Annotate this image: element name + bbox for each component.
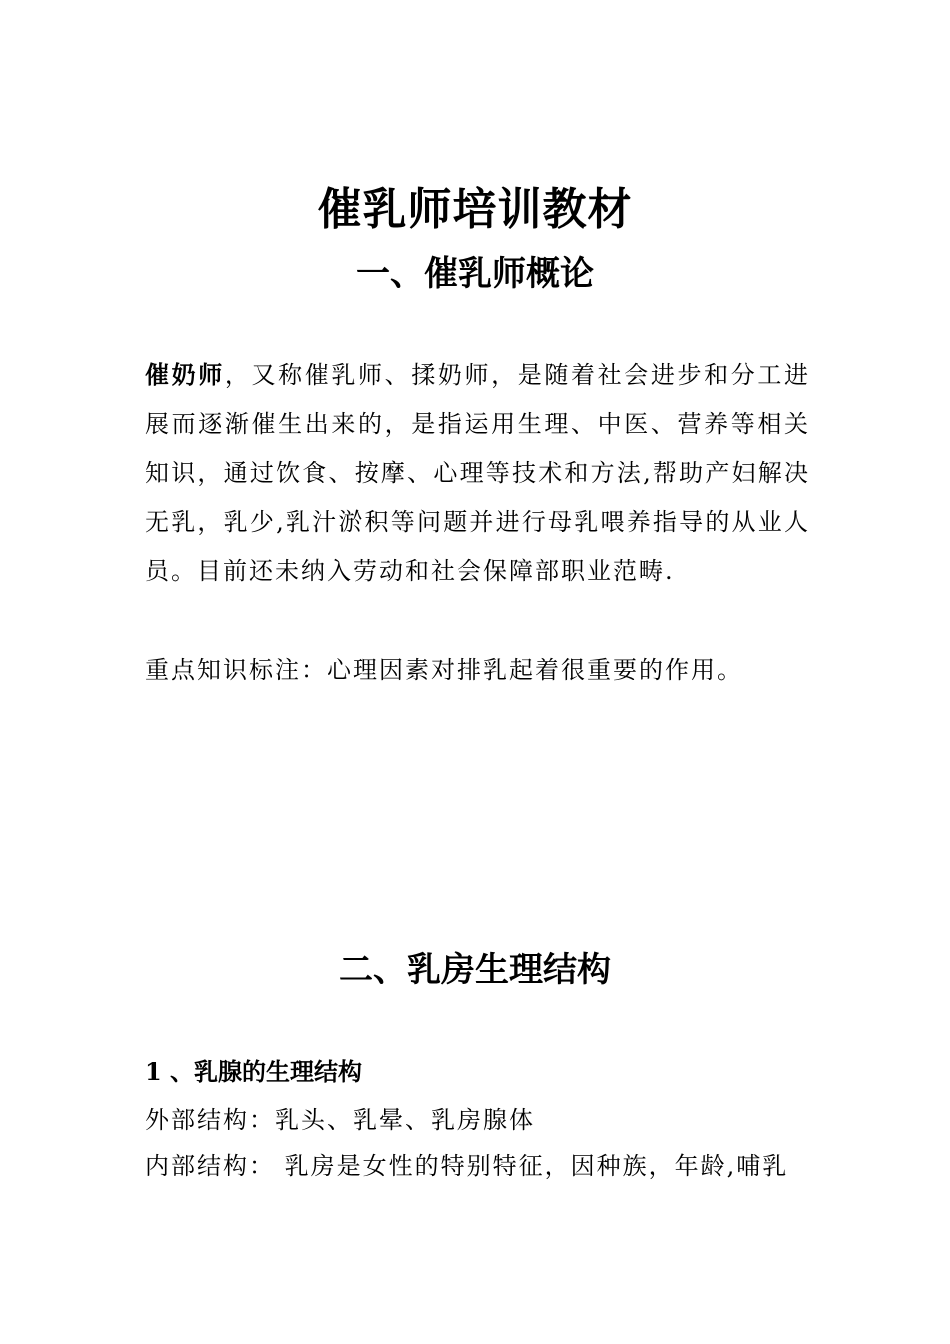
document-title: 催乳师培训教材 — [317, 184, 633, 235]
section-heading-overview: 一、催乳师概论 — [356, 254, 594, 294]
intro-term: 催奶师 — [145, 360, 225, 389]
section-heading-breast-structure: 二、乳房生理结构 — [339, 950, 611, 990]
intro-text: ，又称催乳师、揉奶师，是随着社会进步和分工进展而逐渐催生出来的，是指运用生理、中医、营养等相关知识，通过饮食、按摩、心理等技术和方法,帮助产妇解决无乳，乳少,乳汁淤积等问题并进行母乳喂养指导的从业人员。目前还未纳入劳动和社会保障部职业范畴. — [145, 361, 810, 585]
intro-paragraph — [145, 350, 810, 596]
subheading-mammary-structure: 1 、乳腺的生理结构 — [145, 1057, 363, 1086]
internal-structure-line: 内部结构： 乳房是女性的特别特征，因种族，年龄,哺乳 — [145, 1152, 789, 1180]
key-note: 重点知识标注：心理因素对排乳起着很重要的作用。 — [145, 656, 743, 684]
external-structure-line: 外部结构：乳头、乳晕、乳房腺体 — [145, 1106, 535, 1134]
